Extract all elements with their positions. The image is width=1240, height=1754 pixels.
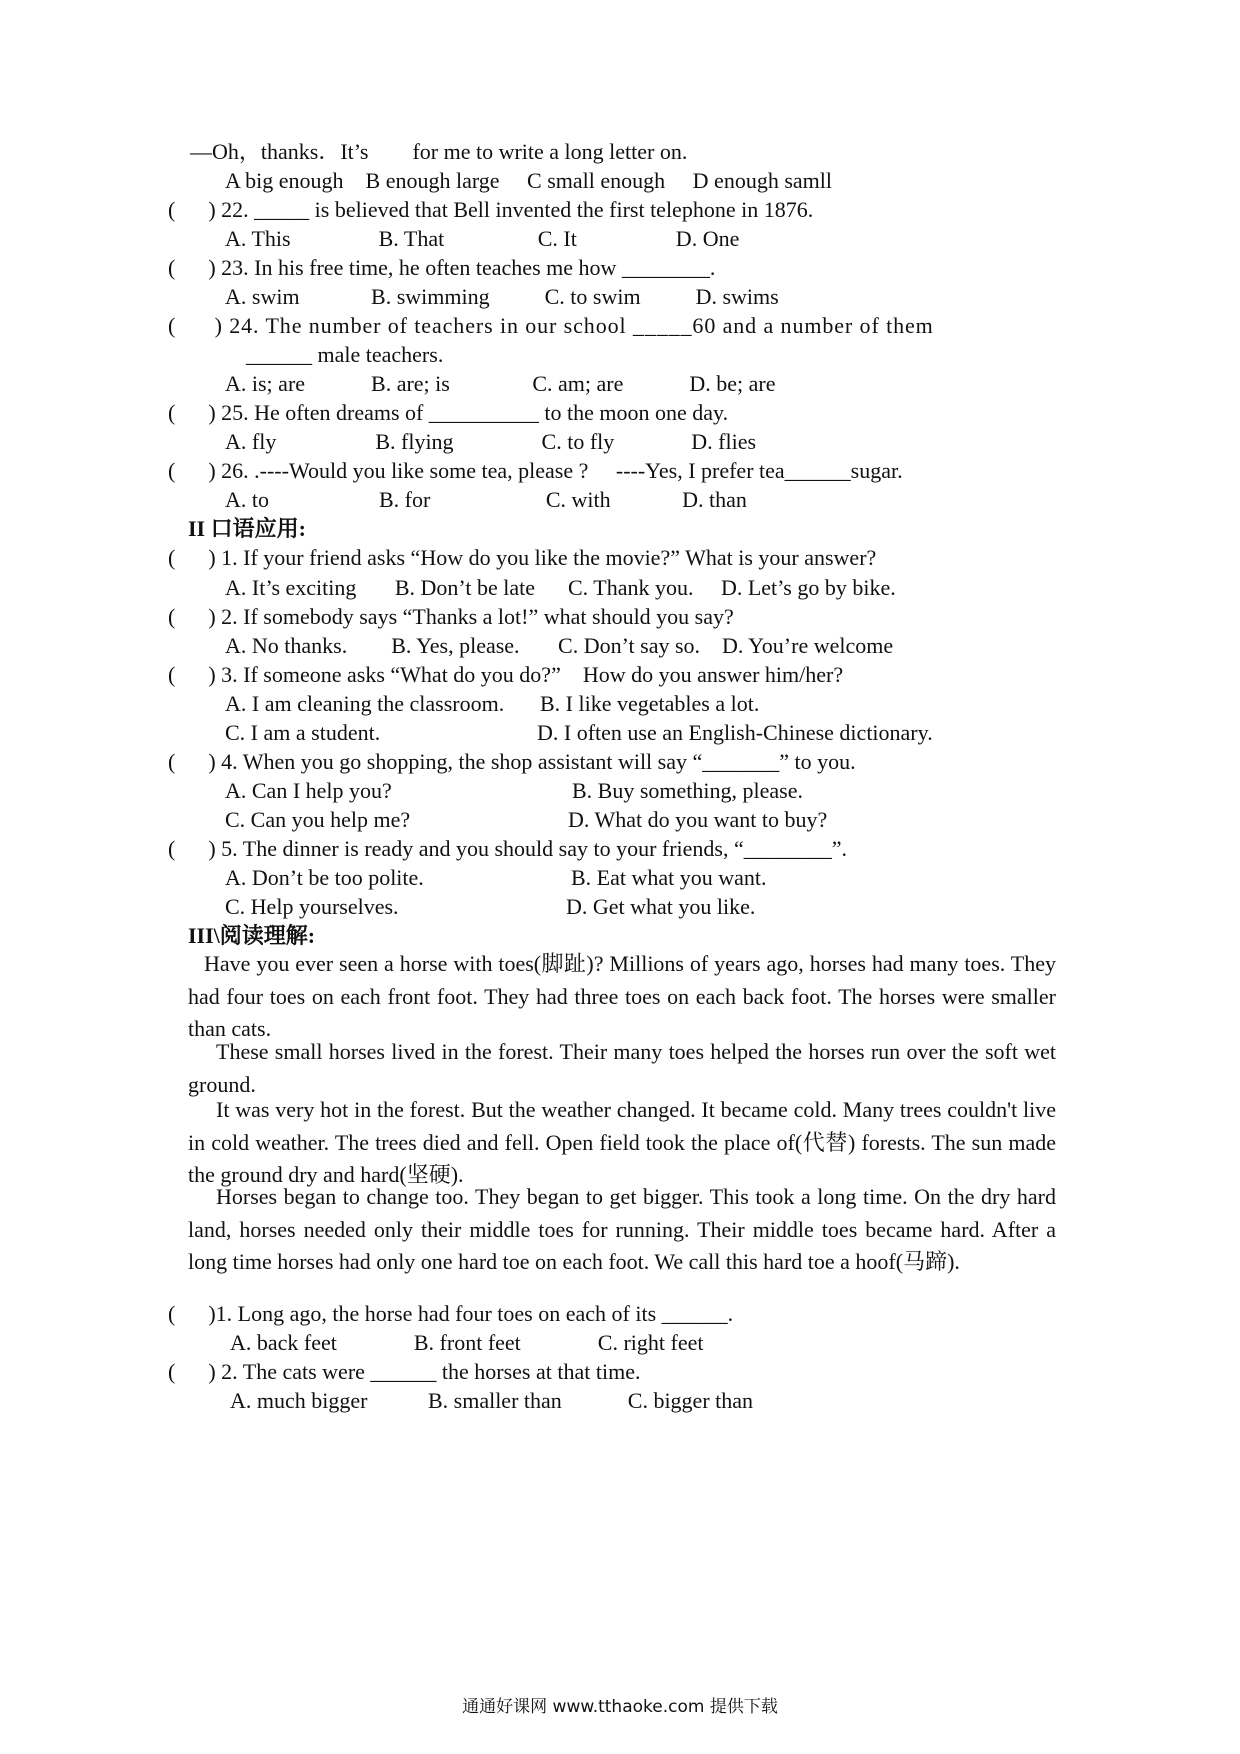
section-reading-title: III\阅读理解: (188, 923, 316, 948)
oral-q2-stem: ( ) 2. If somebody says “Thanks a lot!” what should you say? (168, 604, 734, 629)
oral-q5-stem: ( ) 5. The dinner is ready and you should say to your friends, “________”. (168, 836, 848, 861)
oral-q4-option-c: C. Can you help me? (225, 807, 411, 832)
q26-options: A. to B. for C. with D. than (225, 487, 747, 512)
oral-q3-stem: ( ) 3. If someone asks “What do you do?” How do you answer him/her? (168, 662, 844, 687)
q26-stem: ( ) 26. .----Would you like some tea, please ? ----Yes, I prefer tea______sugar. (168, 458, 903, 483)
page-footer: 通通好课网 www.tthaoke.com 提供下载 (462, 1697, 778, 1717)
oral-q3-option-d: D. I often use an English-Chinese dictionary. (537, 720, 933, 745)
oral-q1-options: A. It’s exciting B. Don’t be late C. Thank you. D. Let’s go by bike. (225, 575, 896, 600)
reading-paragraph-4: Horses began to change too. They began to get bigger. This took a long time. On the dry hard land, horses needed only their middle toes for running. Their middle toes became hard. After a long time horses had only one hard toe on each foot. We call this hard toe a hoof(马蹄). (188, 1184, 1056, 1275)
reading-q1-stem: ( )1. Long ago, the horse had four toes on each of its ______. (168, 1301, 734, 1326)
reading-paragraph-2: These small horses lived in the forest. Their many toes helped the horses run over the soft wet ground. (188, 1039, 1056, 1097)
reading-q2-options: A. much bigger B. smaller than C. bigger than (230, 1388, 754, 1413)
reading-q1-options: A. back feet B. front feet C. right feet (230, 1330, 704, 1355)
q23-stem: ( ) 23. In his free time, he often teaches me how ________. (168, 255, 716, 280)
q21-dialog: —Oh，thanks．It’s for me to write a long letter on. (190, 139, 688, 164)
oral-q5-option-a: A. Don’t be too polite. (225, 865, 424, 890)
oral-q5-option-b: B. Eat what you want. (571, 865, 767, 890)
q21-options: A big enough B enough large C small enough D enough samll (225, 168, 832, 193)
oral-q4-option-d: D. What do you want to buy? (568, 807, 828, 832)
oral-q5-option-d: D. Get what you like. (566, 894, 756, 919)
oral-q3-option-c: C. I am a student. (225, 720, 381, 745)
oral-q3-option-b: B. I like vegetables a lot. (540, 691, 760, 716)
reading-q2-stem: ( ) 2. The cats were ______ the horses at that time. (168, 1359, 641, 1384)
section-oral-title: II 口语应用: (188, 516, 306, 541)
q24-stem-continued: ______ male teachers. (246, 342, 444, 367)
reading-paragraph-1: Have you ever seen a horse with toes(脚趾)? Millions of years ago, horses had many toes. They had four toes on each front foot. They had three toes on each back foot. The horses were smaller than cats. (188, 951, 1056, 1042)
oral-q3-option-a: A. I am cleaning the classroom. (225, 691, 505, 716)
oral-q5-option-c: C. Help yourselves. (225, 894, 399, 919)
reading-paragraph-3: It was very hot in the forest. But the weather changed. It became cold. Many trees couldn't live in cold weather. The trees died and fell. Open field took the place of(代替) forests. The sun made the ground dry and hard(坚硬). (188, 1097, 1056, 1188)
q24-options: A. is; are B. are; is C. am; are D. be; are (225, 371, 776, 396)
oral-q1-stem: ( ) 1. If your friend asks “How do you like the movie?” What is your answer? (168, 545, 877, 570)
oral-q2-options: A. No thanks. B. Yes, please. C. Don’t say so. D. You’re welcome (225, 633, 894, 658)
oral-q4-option-b: B. Buy something, please. (572, 778, 803, 803)
q22-stem: ( ) 22. _____ is believed that Bell invented the first telephone in 1876. (168, 197, 814, 222)
q23-options: A. swim B. swimming C. to swim D. swims (225, 284, 779, 309)
q25-stem: ( ) 25. He often dreams of __________ to the moon one day. (168, 400, 729, 425)
oral-q4-stem: ( ) 4. When you go shopping, the shop assistant will say “_______” to you. (168, 749, 856, 774)
q24-stem: ( ) 24. The number of teachers in our school _____60 and a number of them (168, 313, 934, 338)
q25-options: A. fly B. flying C. to fly D. flies (225, 429, 757, 454)
q22-options: A. This B. That C. It D. One (225, 226, 740, 251)
oral-q4-option-a: A. Can I help you? (225, 778, 392, 803)
